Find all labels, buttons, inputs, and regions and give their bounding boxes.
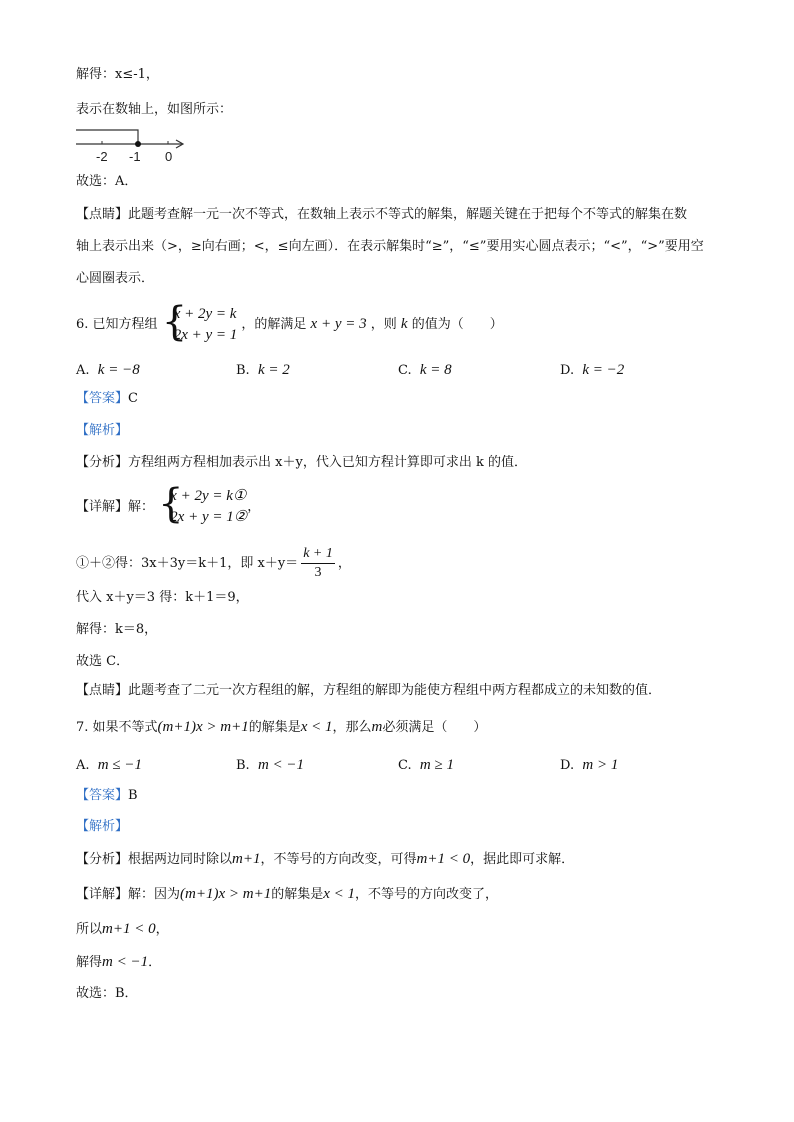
q6-prefix: 6. 已知方程组 <box>76 317 158 332</box>
answer-tag: 【答案】 <box>76 788 129 803</box>
q6-condition: x + y = 3 <box>310 316 367 332</box>
q6-mid: ，的解满足 <box>241 317 307 332</box>
option-a: A. m ≤ −1 <box>76 757 142 773</box>
equation-2: 2x + y = 1 <box>173 326 238 343</box>
step-3: 故选：B． <box>76 986 138 1001</box>
equation-1: x + 2y = k <box>173 305 237 322</box>
option-b: B. k = 2 <box>236 362 290 378</box>
tick-label: 0 <box>165 149 173 164</box>
dianjing-text-2: 轴上表示出来（>，≥向右画；<，≤向左画）．在表示解集时“≥”，“≤”要用实心圆点表示；“<”，“>”要用空 <box>76 239 704 254</box>
question-7: 7. 如果不等式(m+1)x > m+1的解集是x < 1，那么m必须满足（ ） <box>76 719 487 735</box>
option-c: C. k = 8 <box>398 362 452 378</box>
dianjing-text: 此题考查解一元一次不等式，在数轴上表示不等式的解集，解题关键在于把每个不等式的解集在数 <box>128 207 688 222</box>
step-2: 代入 x＋y＝3 得：k＋1＝9， <box>76 590 249 605</box>
answer-line <box>76 787 138 805</box>
fenxi-line: 【分析】根据两边同时除以m+1，不等号的方向改变，可得m+1 < 0，据此即可求解． <box>76 851 575 867</box>
option-d: D. m > 1 <box>560 757 619 773</box>
solution-line: 解得：x≤-1， <box>76 67 159 82</box>
option-a: A. k = −8 <box>76 362 140 378</box>
option-c: C. m ≥ 1 <box>398 757 454 773</box>
answer-value: C <box>128 391 138 406</box>
step-2: 解得m < −1． <box>76 954 162 970</box>
xiangjie-line: 【详解】解：因为(m+1)x > m+1的解集是x < 1，不等号的方向改变了， <box>76 886 499 902</box>
step-1: ①＋②得：3x＋3y＝k＋1，即 x＋y＝ $\frac{k + 1}{3}$ ， <box>76 546 351 580</box>
option-b: B. m < −1 <box>236 757 305 773</box>
q7-inequality: (m+1)x > m+1 <box>157 719 249 735</box>
fraction: $\frac{k + 1}{3}$ <box>303 546 333 580</box>
step-3: 解得：k＝8， <box>76 622 158 637</box>
answer-value: B <box>128 788 138 803</box>
xiangjie-line: 【详解】解： { x + 2y = k① 2x + y = 1② ， <box>76 481 261 527</box>
number-line-intro: 表示在数轴上，如图所示： <box>76 102 233 117</box>
step-4: 故选 C． <box>76 654 130 669</box>
dianjing-text-3: 心圆圈表示． <box>76 271 155 286</box>
dianjing-tag: 【点睛】 <box>76 207 129 222</box>
tick-label: -1 <box>129 149 141 164</box>
equation-system-labeled: { x + 2y = k① 2x + y = 1② <box>158 481 248 527</box>
option-d: D. k = −2 <box>560 362 625 378</box>
answer-tag: 【答案】 <box>76 391 129 406</box>
question-6 <box>76 298 503 346</box>
number-line-figure <box>72 124 192 166</box>
fenxi-line: 【分析】方程组两方程相加表示出 x＋y，代入已知方程计算即可求出 k 的值． <box>76 455 527 470</box>
q6-tail: 的值为（ ） <box>411 317 503 332</box>
step-1: 所以m+1 < 0， <box>76 921 169 937</box>
analysis-tag: 【解析】 <box>76 423 129 438</box>
equation-system: { x + 2y = k 2x + y = 1 <box>161 298 238 345</box>
dianjing-paragraph <box>76 206 687 224</box>
q6-mid2: ，则 <box>370 317 397 332</box>
q6-k: k <box>400 316 408 332</box>
tick-label: -2 <box>96 149 108 164</box>
dianjing-q6: 【点睛】此题考查了二元一次方程组的解，方程组的解即为能使方程组中两方程都成立的未知数的值． <box>76 683 662 698</box>
choice-line: 故选：A． <box>76 174 138 189</box>
answer-line <box>76 390 138 408</box>
analysis-tag: 【解析】 <box>76 819 129 834</box>
